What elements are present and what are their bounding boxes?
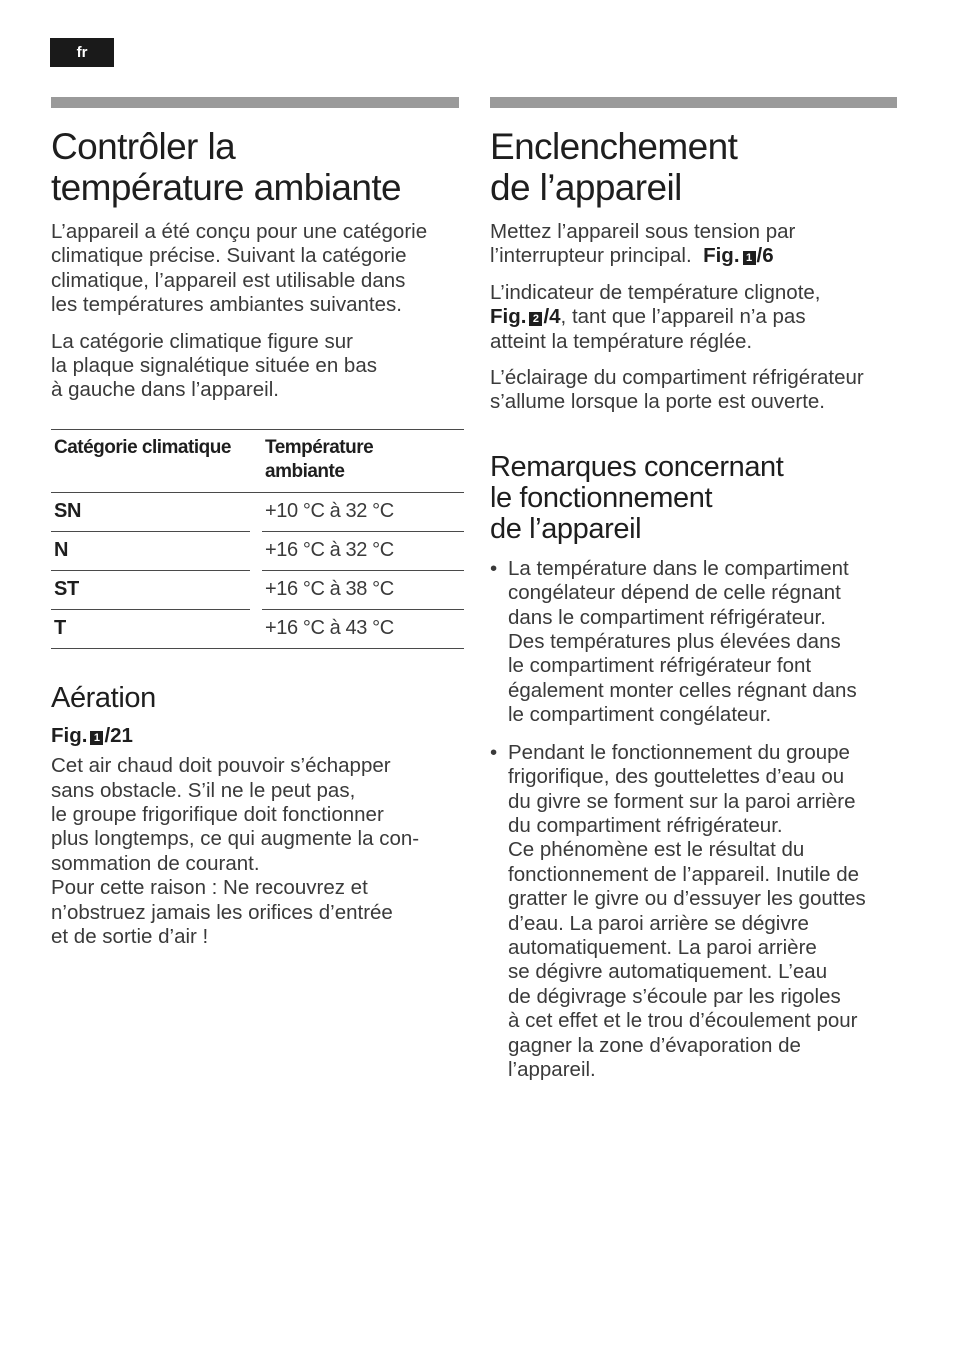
list-item: • Pendant le fonctionnement du groupe frigorifique, des gouttelettes d’eau ou du givre se forment sur la paroi arrière du compartiment réfrigérateur. Ce phénomène est le résultat du fonctionnement de l’appareil. Inutile de gratter le givre ou d’essuyer les gouttes d’eau. La paroi arrière se dégivre automatiquement. La paroi arrière se dégivre automatiquement. L’eau de dégivrage s’écoule par les rigoles à cet effet et le trou d’écoulement pour gagner la zone d’évaporation de l’appareil. — [490, 740, 866, 1081]
climate-class-table — [51, 429, 464, 649]
table-cell-category: SN — [51, 492, 250, 531]
switch-on-paragraph-1: Mettez l’appareil sous tension par l’interrupteur principal. Fig. 1 /6 — [490, 220, 796, 268]
section-divider-bar — [51, 97, 459, 108]
language-tag: fr — [50, 38, 114, 67]
switch-on-paragraph-2: L’indicateur de température clignote, Fig. 2 /4, tant que l’appareil n’a pas atteint la température réglée. — [490, 280, 821, 353]
table-header-category: Catégorie climatique — [51, 429, 250, 492]
section-title-remarks: Remarques concernant le fonctionnement de l’appareil — [490, 450, 784, 545]
table-row — [51, 609, 464, 648]
table-row — [51, 531, 464, 570]
table-header-row — [51, 429, 464, 492]
bullet-icon: • — [490, 740, 498, 764]
aeration-figure-ref: Fig. 1 /21 — [51, 723, 133, 747]
remarks-list — [490, 557, 898, 1083]
section-divider-bar — [490, 97, 897, 108]
table-row — [51, 570, 464, 609]
table-header-temperature: Température ambiante — [262, 429, 464, 492]
figure-number-badge: 1 — [90, 731, 103, 745]
intro-paragraph-2: La catégorie climatique figure sur la plaque signalétique située en bas à gauche dans l’appareil. — [51, 329, 377, 402]
table-cell-range: +16 °C à 43 °C — [262, 609, 464, 648]
table-cell-range: +16 °C à 32 °C — [262, 531, 464, 570]
table-cell-category: N — [51, 531, 250, 570]
table-cell-category: ST — [51, 570, 250, 609]
figure-number-badge: 2 — [529, 312, 542, 326]
figure-number-badge: 1 — [743, 251, 756, 265]
table-cell-range: +10 °C à 32 °C — [262, 492, 464, 531]
bullet-icon: • — [490, 556, 498, 580]
section-title-switch-on: Enclenchement de l’appareil — [490, 126, 738, 208]
switch-on-paragraph-3: L’éclairage du compartiment réfrigérateur s’allume lorsque la porte est ouverte. — [490, 366, 864, 414]
table-cell-category: T — [51, 609, 250, 648]
section-title-ambient-temperature: Contrôler la température ambiante — [51, 126, 401, 208]
left-column — [51, 97, 464, 950]
aeration-paragraph: Cet air chaud doit pouvoir s’échapper sans obstacle. S’il ne le peut pas, le groupe frigorifique doit fonctionner plus longtemps, ce qui augmente la con- sommation de courant. Pour cette raison : Ne recouvrez et n’obstruez jamais les orifices d’entrée et de sortie d’air ! — [51, 754, 420, 949]
table-row — [51, 492, 464, 531]
intro-paragraph-1: L’appareil a été conçu pour une catégorie climatique précise. Suivant la catégorie climatique, l’appareil est utilisable dans les températures ambiantes suivantes. — [51, 220, 428, 317]
table-cell-range: +16 °C à 38 °C — [262, 570, 464, 609]
right-column — [490, 97, 898, 1095]
list-item: • La température dans le compartiment congélateur dépend de celle régnant dans le compartiment réfrigérateur. Des températures plus élevées dans le compartiment réfrigérateur font également monter celles régnant dans le compartiment congélateur. — [490, 556, 857, 727]
section-title-aeration: Aération — [51, 681, 156, 714]
